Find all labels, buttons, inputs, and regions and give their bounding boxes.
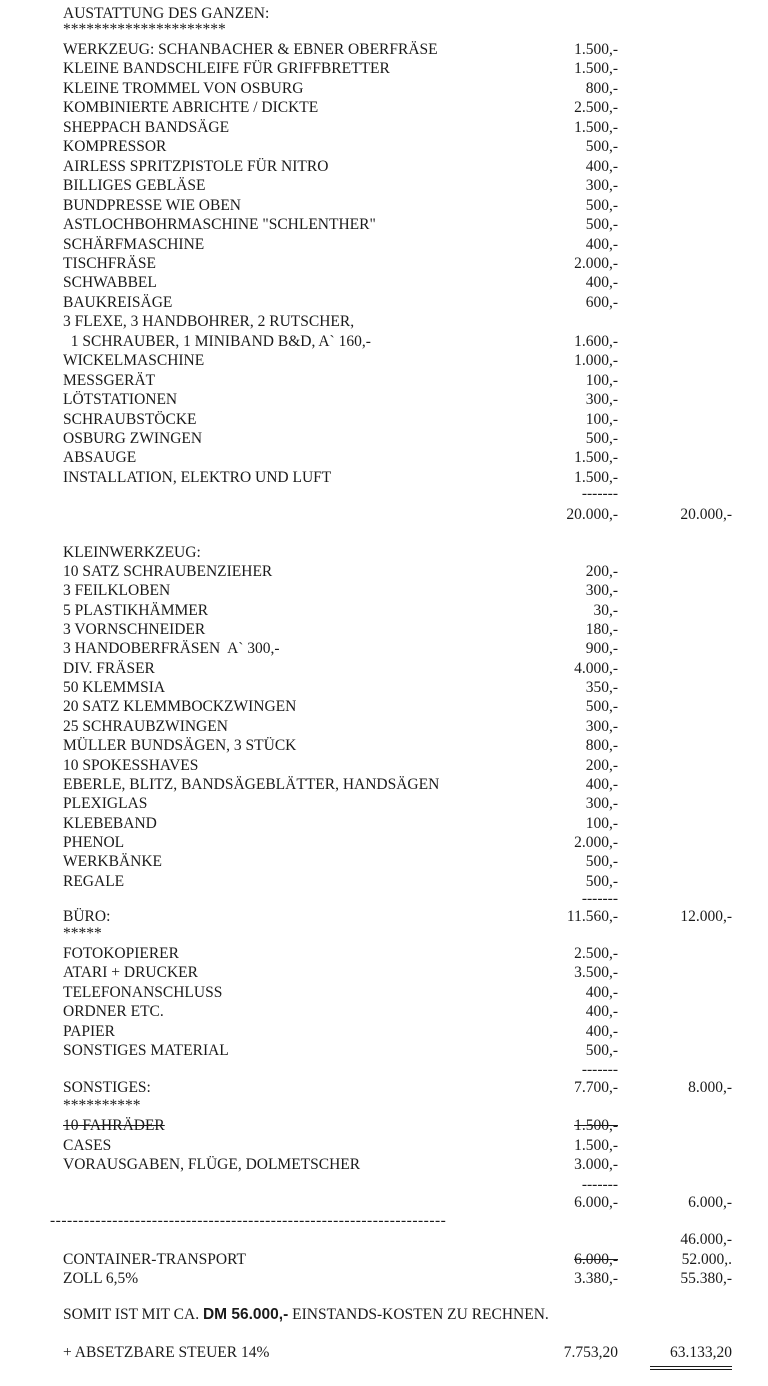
item-label: 3 HANDOBERFRÄSEN A` 300,- bbox=[63, 640, 280, 658]
line-item bbox=[0, 1155, 768, 1174]
line-item bbox=[0, 581, 768, 600]
line-item bbox=[0, 620, 768, 639]
line-item bbox=[0, 157, 768, 176]
item-label: ASTLOCHBOHRMASCHINE "SCHLENTHER" bbox=[63, 216, 376, 234]
item-label: FOTOKOPIERER bbox=[63, 945, 179, 962]
running-total-row bbox=[0, 1230, 768, 1249]
item-label: MÜLLER BUNDSÄGEN, 3 STÜCK bbox=[63, 737, 297, 755]
section-underline bbox=[0, 1096, 768, 1115]
item-label: 3 FEILKLOBEN bbox=[63, 582, 171, 600]
item-amount: 400,- bbox=[585, 1022, 618, 1040]
conclusion-row bbox=[0, 1305, 768, 1324]
section-title bbox=[0, 543, 768, 562]
line-item bbox=[0, 1002, 768, 1021]
subtotal-separator bbox=[0, 1175, 768, 1194]
line-item bbox=[0, 312, 768, 331]
item-amount: 180,- bbox=[585, 621, 618, 639]
section-total: 12.000,- bbox=[680, 908, 732, 925]
kleinwerkzeug-title: KLEINWERKZEUG: bbox=[63, 544, 201, 561]
ausstattung-underline: ********************* bbox=[63, 21, 226, 38]
item-label: PHENOL bbox=[63, 833, 125, 851]
grand-total-double-underline bbox=[650, 1366, 732, 1370]
ausstattung-title: AUSTATTUNG DES GANZEN: bbox=[63, 5, 270, 22]
line-item bbox=[0, 176, 768, 195]
item-label: TISCHFRÄSE bbox=[63, 254, 157, 272]
line-item bbox=[0, 410, 768, 429]
line-item bbox=[0, 659, 768, 678]
item-amount: 500,- bbox=[585, 853, 618, 871]
subtotal-separator bbox=[0, 1060, 768, 1079]
item-label: KOMPRESSOR bbox=[63, 138, 167, 156]
item-amount: 100,- bbox=[585, 410, 618, 428]
item-amount: 300,- bbox=[585, 177, 618, 195]
subtotal-amount: 6.000,- bbox=[574, 1194, 618, 1211]
line-item bbox=[0, 118, 768, 137]
line-item bbox=[0, 371, 768, 390]
item-amount: 4.000,- bbox=[574, 659, 618, 677]
item-label: KOMBINIERTE ABRICHTE / DICKTE bbox=[63, 99, 319, 117]
item-amount: 200,- bbox=[585, 756, 618, 774]
line-item bbox=[0, 332, 768, 351]
line-item bbox=[0, 390, 768, 409]
conclusion-prefix: SOMIT IST MIT CA. bbox=[63, 1306, 203, 1323]
item-amount: 400,- bbox=[585, 235, 618, 253]
line-item bbox=[0, 215, 768, 234]
long-separator bbox=[0, 1211, 768, 1230]
item-amount: 1.500,- bbox=[574, 60, 618, 78]
separator: ------- bbox=[581, 1176, 618, 1193]
item-amount: 500,- bbox=[585, 872, 618, 890]
line-item bbox=[0, 429, 768, 448]
item-label: 3 VORNSCHNEIDER bbox=[63, 621, 206, 639]
item-amount: 500,- bbox=[585, 138, 618, 156]
item-label: PAPIER bbox=[63, 1022, 115, 1040]
subtotal-row bbox=[0, 1078, 768, 1097]
item-amount: 800,- bbox=[585, 79, 618, 97]
item-label: 3 FLEXE, 3 HANDBOHRER, 2 RUTSCHER, bbox=[63, 313, 355, 331]
line-item bbox=[0, 59, 768, 78]
item-label: EBERLE, BLITZ, BANDSÄGEBLÄTTER, HANDSÄGEN bbox=[63, 775, 440, 793]
line-item bbox=[0, 678, 768, 697]
line-item bbox=[0, 1116, 768, 1135]
line-item bbox=[0, 756, 768, 775]
item-amount: 1.500,- bbox=[574, 118, 618, 136]
item-amount: 400,- bbox=[585, 983, 618, 1001]
item-label: BAUKREISÄGE bbox=[63, 293, 173, 311]
line-item bbox=[0, 983, 768, 1002]
subtotal-amount: 20.000,- bbox=[566, 506, 618, 523]
line-item bbox=[0, 852, 768, 871]
buero-underline: ***** bbox=[63, 925, 102, 942]
section-total: 20.000,- bbox=[680, 506, 732, 523]
long-separator-dashes: ---------------------------------------------------------------------- bbox=[50, 1212, 447, 1229]
subtotal-separator bbox=[0, 889, 768, 908]
item-label: SHEPPACH BANDSÄGE bbox=[63, 118, 230, 136]
line-item bbox=[0, 1136, 768, 1155]
item-amount: 200,- bbox=[585, 563, 618, 580]
item-amount: 400,- bbox=[585, 157, 618, 175]
line-item bbox=[0, 639, 768, 658]
zoll-row bbox=[0, 1269, 768, 1288]
item-label: KLEINE TROMMEL VON OSBURG bbox=[63, 79, 304, 97]
item-label: SCHWABBEL bbox=[63, 274, 157, 292]
item-amount: 300,- bbox=[585, 717, 618, 735]
item-label: ABSAUGE bbox=[63, 449, 137, 467]
section-underline bbox=[0, 924, 768, 943]
line-item bbox=[0, 98, 768, 117]
item-amount: 3.000,- bbox=[574, 1156, 618, 1173]
item-amount: 900,- bbox=[585, 640, 618, 658]
subtotal-amount: 11.560,- bbox=[566, 908, 618, 925]
item-amount: 400,- bbox=[585, 1003, 618, 1021]
item-label: SONSTIGES MATERIAL bbox=[63, 1042, 229, 1059]
item-amount: 500,- bbox=[585, 698, 618, 716]
line-item bbox=[0, 814, 768, 833]
item-label: MESSGERÄT bbox=[63, 371, 156, 389]
item-amount: 500,- bbox=[585, 430, 618, 447]
line-item bbox=[0, 601, 768, 620]
subtotal-amount: 7.700,- bbox=[574, 1079, 618, 1096]
item-amount: 100,- bbox=[585, 814, 618, 832]
tax-label: + ABSETZBARE STEUER 14% bbox=[63, 1344, 270, 1361]
item-amount: 500,- bbox=[585, 1042, 618, 1059]
item-amount: 800,- bbox=[585, 737, 618, 755]
item-label: BILLIGES GEBLÄSE bbox=[63, 177, 206, 195]
item-label: SCHRAUBSTÖCKE bbox=[63, 410, 197, 428]
running-total: 46.000,- bbox=[680, 1231, 732, 1248]
subtotal-separator bbox=[0, 484, 768, 503]
item-label: 5 PLASTIKHÄMMER bbox=[63, 601, 209, 619]
item-label: TELEFONANSCHLUSS bbox=[63, 983, 223, 1001]
subtotal-row bbox=[0, 1193, 768, 1212]
line-item bbox=[0, 40, 768, 59]
item-label: 10 SATZ SCHRAUBENZIEHER bbox=[63, 563, 273, 580]
item-amount: 300,- bbox=[585, 582, 618, 600]
item-label: OSBURG ZWINGEN bbox=[63, 430, 203, 447]
item-amount: 300,- bbox=[585, 795, 618, 813]
item-amount: 500,- bbox=[585, 196, 618, 214]
item-amount: 400,- bbox=[585, 775, 618, 793]
tax-amount: 7.753,20 bbox=[563, 1344, 618, 1361]
item-amount: 100,- bbox=[585, 371, 618, 389]
item-label: BUNDPRESSE WIE OBEN bbox=[63, 196, 241, 214]
line-item bbox=[0, 351, 768, 370]
container-amount: 6.000,- bbox=[574, 1251, 618, 1268]
item-label: VORAUSGABEN, FLÜGE, DOLMETSCHER bbox=[63, 1156, 361, 1173]
grand-total: 63.133,20 bbox=[670, 1344, 732, 1361]
section-underline bbox=[0, 20, 768, 39]
line-item bbox=[0, 254, 768, 273]
item-label: PLEXIGLAS bbox=[63, 795, 148, 813]
item-label: ATARI + DRUCKER bbox=[63, 964, 198, 982]
item-amount: 1.500,- bbox=[574, 1117, 618, 1134]
sonstiges-title: SONSTIGES: bbox=[63, 1079, 151, 1096]
separator: ------- bbox=[581, 485, 618, 502]
line-item bbox=[0, 1022, 768, 1041]
container-row bbox=[0, 1250, 768, 1269]
item-amount: 30,- bbox=[593, 601, 618, 619]
line-item bbox=[0, 833, 768, 852]
line-item bbox=[0, 79, 768, 98]
item-label: LÖTSTATIONEN bbox=[63, 391, 178, 409]
item-amount: 350,- bbox=[585, 679, 618, 697]
line-item bbox=[0, 448, 768, 467]
item-amount: 3.500,- bbox=[574, 964, 618, 982]
item-amount: 500,- bbox=[585, 216, 618, 234]
item-label: WERKBÄNKE bbox=[63, 853, 163, 871]
section-total: 8.000,- bbox=[688, 1079, 732, 1096]
line-item bbox=[0, 736, 768, 755]
container-total: 52.000,. bbox=[681, 1251, 732, 1268]
item-label: WERKZEUG: SCHANBACHER & EBNER OBERFRÄSE bbox=[63, 41, 438, 58]
tax-row bbox=[0, 1343, 768, 1362]
item-amount: 2.000,- bbox=[574, 833, 618, 851]
item-amount: 1.000,- bbox=[574, 352, 618, 370]
zoll-total: 55.380,- bbox=[680, 1270, 732, 1287]
line-item bbox=[0, 293, 768, 312]
item-amount: 2.000,- bbox=[574, 254, 618, 272]
item-amount: 300,- bbox=[585, 391, 618, 409]
item-label: SCHÄRFMASCHINE bbox=[63, 235, 205, 253]
item-label: 10 SPOKESSHAVES bbox=[63, 756, 199, 774]
line-item bbox=[0, 775, 768, 794]
line-item bbox=[0, 196, 768, 215]
item-label: DIV. FRÄSER bbox=[63, 659, 155, 677]
line-item bbox=[0, 944, 768, 963]
line-item bbox=[0, 963, 768, 982]
buero-title: BÜRO: bbox=[63, 908, 111, 925]
line-item bbox=[0, 1041, 768, 1060]
conclusion-suffix: EINSTANDS-KOSTEN ZU RECHNEN. bbox=[288, 1306, 549, 1323]
line-item bbox=[0, 562, 768, 581]
line-item bbox=[0, 872, 768, 891]
line-item bbox=[0, 697, 768, 716]
item-amount: 400,- bbox=[585, 274, 618, 292]
separator: ------- bbox=[581, 890, 618, 907]
section-total: 6.000,- bbox=[688, 1194, 732, 1211]
item-label: REGALE bbox=[63, 872, 125, 890]
item-amount: 1.500,- bbox=[574, 41, 618, 58]
item-label: WICKELMASCHINE bbox=[63, 352, 205, 370]
sonstiges-underline: ********** bbox=[63, 1097, 141, 1114]
item-label: CASES bbox=[63, 1136, 112, 1154]
conclusion-text bbox=[63, 1305, 549, 1324]
item-label: AIRLESS SPRITZPISTOLE FÜR NITRO bbox=[63, 157, 329, 175]
item-label: 20 SATZ KLEMMBOCKZWINGEN bbox=[63, 698, 297, 716]
item-amount: 1.500,- bbox=[574, 468, 618, 486]
item-amount: 1.500,- bbox=[574, 449, 618, 467]
line-item bbox=[0, 273, 768, 292]
line-item bbox=[0, 794, 768, 813]
item-amount: 1.500,- bbox=[574, 1136, 618, 1154]
item-amount: 2.500,- bbox=[574, 945, 618, 962]
zoll-amount: 3.380,- bbox=[574, 1270, 618, 1287]
item-label: 25 SCHRAUBZWINGEN bbox=[63, 717, 228, 735]
item-label: ORDNER ETC. bbox=[63, 1003, 164, 1021]
line-item bbox=[0, 137, 768, 156]
item-label: 10 FAHRÄDER bbox=[63, 1117, 165, 1134]
item-label: 1 SCHRAUBER, 1 MINIBAND B&D, A` 160,- bbox=[63, 332, 371, 350]
separator: ------- bbox=[581, 1061, 618, 1078]
line-item bbox=[0, 717, 768, 736]
zoll-label: ZOLL 6,5% bbox=[63, 1270, 139, 1287]
line-item bbox=[0, 235, 768, 254]
item-amount: 1.600,- bbox=[574, 332, 618, 350]
item-label: INSTALLATION, ELEKTRO UND LUFT bbox=[63, 468, 332, 486]
item-amount: 2.500,- bbox=[574, 99, 618, 117]
item-label: KLEINE BANDSCHLEIFE FÜR GRIFFBRETTER bbox=[63, 60, 390, 78]
conclusion-bold-amount: DM 56.000,- bbox=[202, 1306, 289, 1323]
container-label: CONTAINER-TRANSPORT bbox=[63, 1251, 246, 1268]
item-label: KLEBEBAND bbox=[63, 814, 157, 832]
item-amount: 600,- bbox=[585, 293, 618, 311]
subtotal-row bbox=[0, 505, 768, 524]
item-label: 50 KLEMMSIA bbox=[63, 679, 166, 697]
